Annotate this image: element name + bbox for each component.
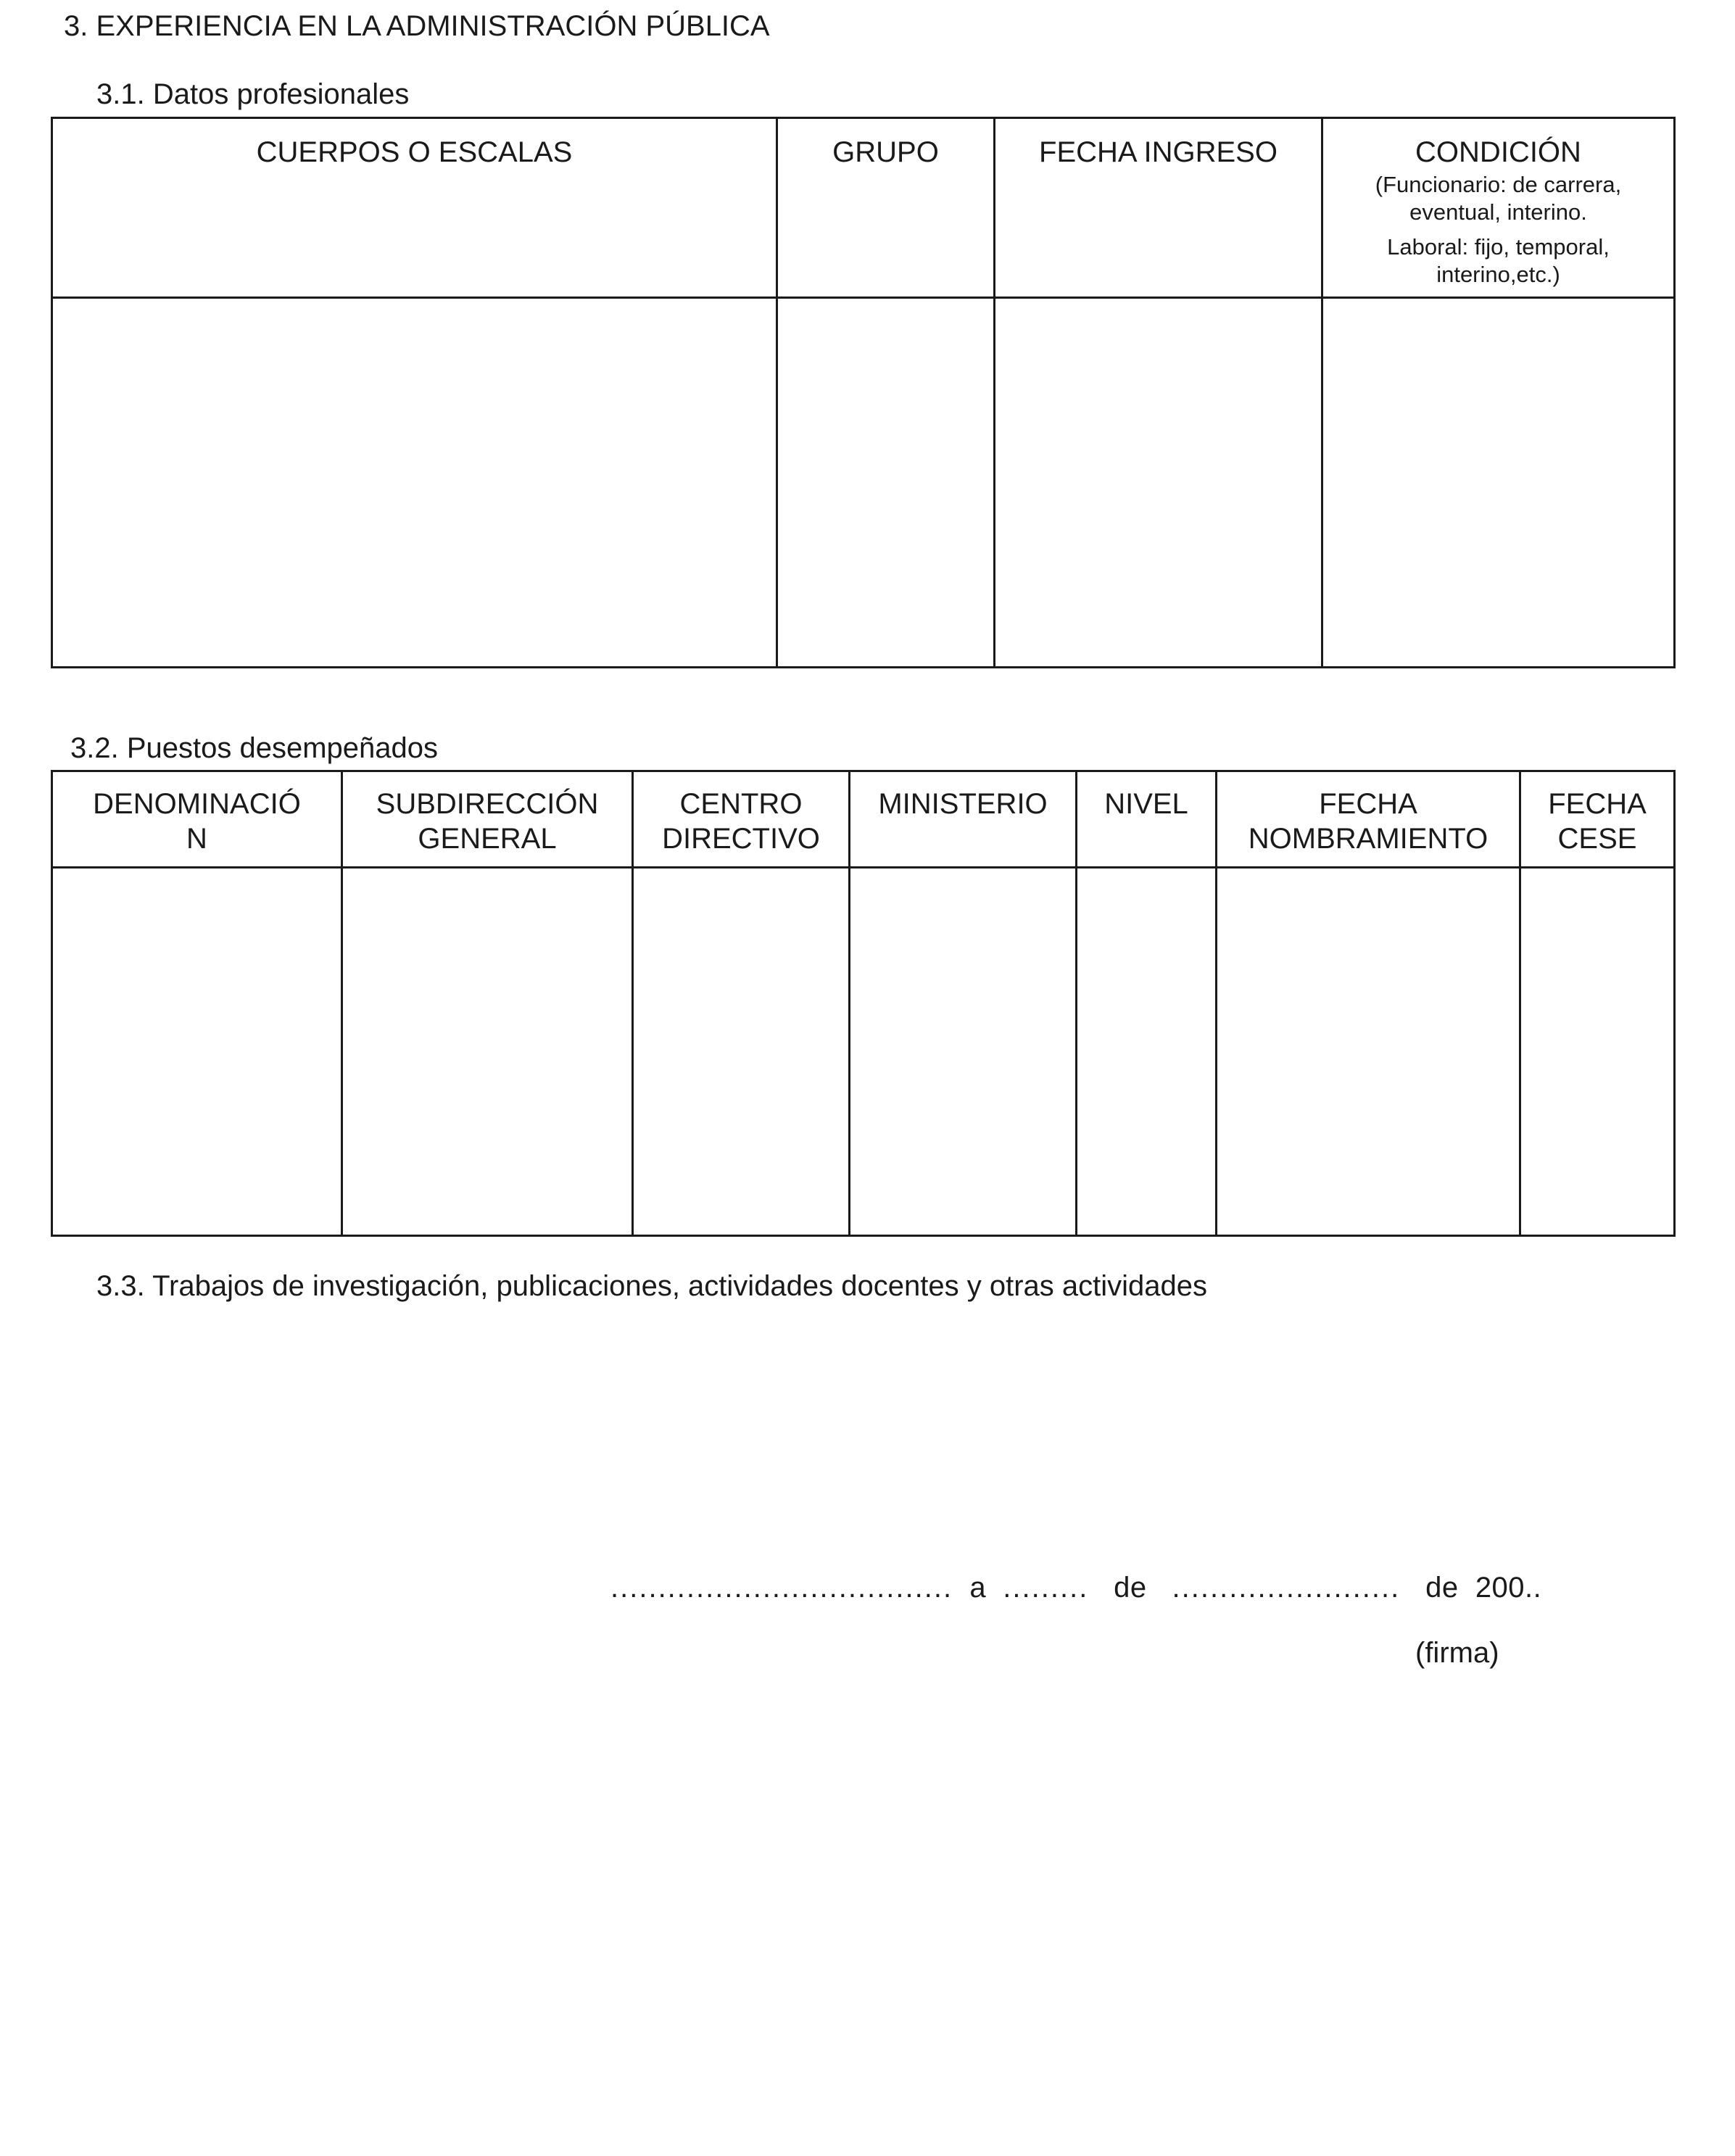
header-nivel: NIVEL [1077, 771, 1217, 868]
table-header-row [52, 118, 1675, 298]
cell-ministerio[interactable] [850, 868, 1077, 1236]
year-field[interactable]: 200.. [1475, 1572, 1542, 1604]
header-fecha-nombramiento: FECHA NOMBRAMIENTO [1217, 771, 1520, 868]
table-row [52, 298, 1675, 668]
month-field[interactable]: ........................ [1172, 1572, 1401, 1604]
header-subdireccion-general: SUBDIRECCIÓN GENERAL [342, 771, 633, 868]
header-cuerpos-escalas: CUERPOS O ESCALAS [52, 118, 777, 298]
header-grupo: GRUPO [777, 118, 995, 298]
cell-grupo[interactable] [777, 298, 995, 668]
datos-profesionales-title: 3.1. Datos profesionales [96, 78, 410, 110]
signature-date-line [610, 1572, 1541, 1604]
day-field[interactable]: ......... [1003, 1572, 1089, 1604]
header-centro-directivo: CENTRO DIRECTIVO [633, 771, 850, 868]
condicion-note: (Funcionario: de carrera, eventual, interino. Laboral: fijo, temporal, interino,etc.) [1375, 172, 1622, 287]
firma-label: (firma) [1415, 1637, 1499, 1669]
header-condicion: CONDICIÓN (Funcionario: de carrera, eventual, interino. Laboral: fijo, temporal, interino,etc.) [1322, 118, 1675, 298]
cell-nivel[interactable] [1077, 868, 1217, 1236]
header-fecha-cese: FECHA CESE [1520, 771, 1675, 868]
table-row [52, 868, 1675, 1236]
place-field[interactable]: .................................... [610, 1572, 953, 1604]
puestos-table [51, 770, 1676, 1237]
cell-fecha-nombramiento[interactable] [1217, 868, 1520, 1236]
cell-cuerpos-escalas[interactable] [52, 298, 777, 668]
date-connector-de: de [1114, 1572, 1147, 1604]
cell-subdireccion-general[interactable] [342, 868, 633, 1236]
header-fecha-ingreso: FECHA INGRESO [995, 118, 1322, 298]
cell-condicion[interactable] [1322, 298, 1675, 668]
puestos-title: 3.2. Puestos desempeñados [70, 732, 439, 764]
date-connector-de-2: de [1425, 1572, 1459, 1604]
cell-centro-directivo[interactable] [633, 868, 850, 1236]
cell-fecha-cese[interactable] [1520, 868, 1675, 1236]
cell-denominacion[interactable] [52, 868, 342, 1236]
table-header-row [52, 771, 1675, 868]
trabajos-title: 3.3. Trabajos de investigación, publicaciones, actividades docentes y otras actividades [96, 1270, 1208, 1302]
header-ministerio: MINISTERIO [850, 771, 1077, 868]
date-connector-a: a [969, 1572, 987, 1604]
section-title: 3. EXPERIENCIA EN LA ADMINISTRACIÓN PÚBLICA [64, 10, 770, 42]
datos-profesionales-table [51, 117, 1676, 668]
cell-fecha-ingreso[interactable] [995, 298, 1322, 668]
header-denominacion: DENOMINACIÓ N [52, 771, 342, 868]
